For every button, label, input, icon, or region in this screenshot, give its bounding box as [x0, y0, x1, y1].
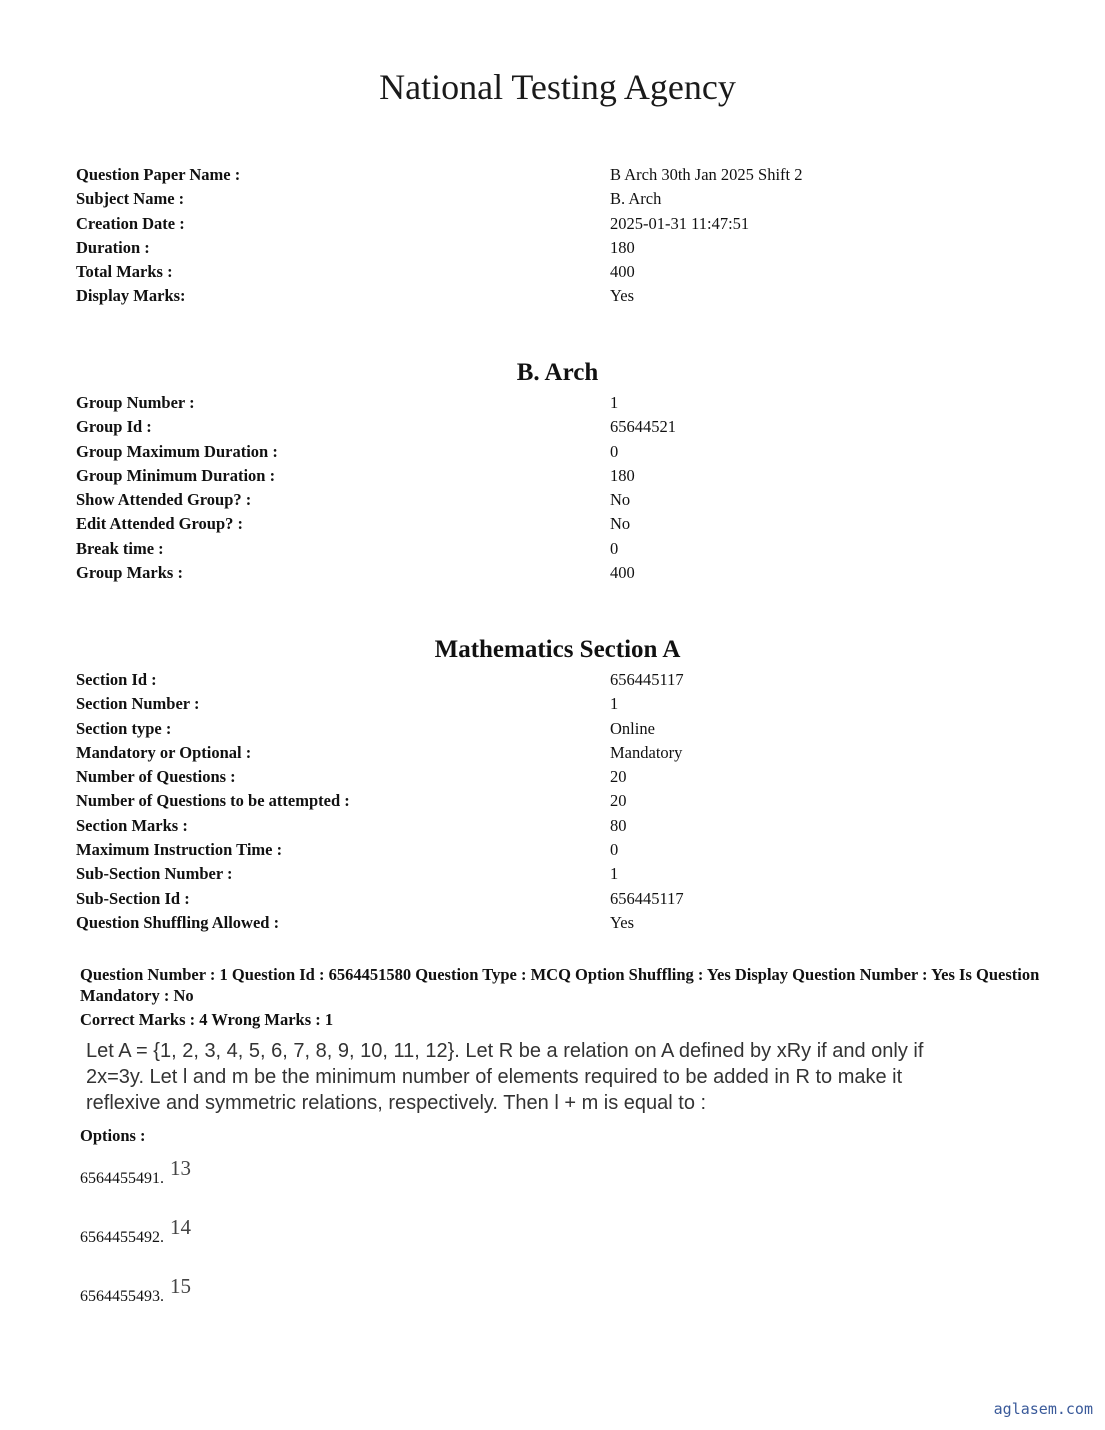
- section-value: Mandatory: [610, 742, 683, 762]
- info-row: [76, 212, 1036, 236]
- section-row: [76, 887, 1036, 911]
- section-value: Online: [610, 718, 655, 738]
- question-line: Let A = {1, 2, 3, 4, 5, 6, 7, 8, 9, 10, 11, 12}. Let R be a relation on A defined by xRy if and only if: [86, 1040, 924, 1062]
- group-value: 65644521: [610, 417, 676, 437]
- group-label: Group Number :: [76, 393, 195, 412]
- group-row: [76, 391, 1036, 415]
- question-text: [86, 1038, 1076, 1116]
- info-value: B. Arch: [610, 189, 662, 209]
- info-value: 2025-01-31 11:47:51: [610, 213, 750, 233]
- section-label: Sub-Section Number :: [76, 864, 233, 884]
- group-label: Group Minimum Duration :: [76, 465, 276, 485]
- option-item: [80, 1156, 191, 1189]
- option-id: 6564455491.: [80, 1170, 164, 1187]
- section-row: [76, 814, 1036, 838]
- group-info: [76, 391, 1036, 585]
- section-value: 1: [610, 694, 619, 714]
- section-label: Sub-Section Id :: [76, 888, 190, 908]
- info-value: Yes: [610, 286, 635, 306]
- section-value: Yes: [610, 912, 635, 932]
- info-row: [76, 260, 1036, 284]
- option-id: 6564455492.: [80, 1229, 164, 1246]
- group-value: No: [610, 514, 631, 534]
- group-label: Group Maximum Duration :: [76, 441, 278, 461]
- group-value: 0: [610, 538, 619, 558]
- section-label: Question Shuffling Allowed :: [76, 912, 280, 932]
- section-value: 656445117: [610, 670, 684, 689]
- section-label: Section Marks :: [76, 815, 188, 835]
- section-row: [76, 692, 1036, 716]
- group-heading: B. Arch: [516, 359, 599, 386]
- question-line: 2x=3y. Let l and m be the minimum number of elements required to be added in R to make it: [86, 1066, 903, 1088]
- question-line: reflexive and symmetric relations, respectively. Then l + m is equal to :: [86, 1092, 707, 1114]
- group-label: Break time :: [76, 538, 164, 558]
- group-label: Group Marks :: [76, 563, 183, 583]
- info-value: 400: [610, 262, 635, 282]
- group-label: Show Attended Group? :: [76, 490, 252, 510]
- group-row: [76, 512, 1036, 536]
- info-label: Display Marks:: [76, 286, 186, 306]
- section-value: 20: [610, 791, 627, 811]
- group-value: 400: [610, 563, 635, 583]
- info-row: [76, 284, 1036, 308]
- section-label: Maximum Instruction Time :: [76, 840, 283, 860]
- group-label: Edit Attended Group? :: [76, 514, 244, 534]
- info-label: Total Marks :: [76, 262, 173, 282]
- section-value: 0: [610, 840, 619, 860]
- info-row: [76, 187, 1036, 211]
- section-heading: Mathematics Section A: [434, 636, 681, 663]
- group-value: 1: [610, 393, 619, 412]
- group-row: [76, 561, 1036, 585]
- group-row: [76, 440, 1036, 464]
- options-label: Options :: [80, 1126, 146, 1145]
- option-value: 13: [170, 1156, 191, 1180]
- option-id: 6564455493.: [80, 1288, 164, 1305]
- section-row: [76, 862, 1036, 886]
- option-value: 15: [170, 1274, 191, 1298]
- section-row: [76, 741, 1036, 765]
- option-item: [80, 1215, 191, 1248]
- group-row: [76, 488, 1036, 512]
- group-row: [76, 464, 1036, 488]
- paper-info: [76, 163, 1036, 309]
- section-info: [76, 668, 1036, 935]
- section-row: [76, 717, 1036, 741]
- option-item: [80, 1274, 191, 1307]
- section-label: Number of Questions to be attempted :: [76, 791, 350, 811]
- section-label: Mandatory or Optional :: [76, 742, 252, 762]
- info-row: [76, 163, 1036, 187]
- group-value: 180: [610, 465, 635, 485]
- watermark: aglasem.com: [993, 1400, 1093, 1418]
- question-marks: Correct Marks : 4 Wrong Marks : 1: [80, 1010, 334, 1029]
- section-row: [76, 911, 1036, 935]
- info-label: Duration :: [76, 237, 150, 257]
- section-value: 656445117: [610, 888, 684, 908]
- group-row: [76, 415, 1036, 439]
- section-label: Section Id :: [76, 670, 157, 689]
- section-label: Section type :: [76, 718, 172, 738]
- section-row: [76, 838, 1036, 862]
- info-label: Creation Date :: [76, 213, 185, 233]
- info-label: Question Paper Name :: [76, 165, 241, 184]
- option-value: 14: [170, 1215, 191, 1239]
- info-value: 180: [610, 237, 635, 257]
- question-meta: Question Number : 1 Question Id : 6564451580 Question Type : MCQ Option Shuffling : Yes Display Question Number : Yes Is Question Mandatory : No: [80, 965, 1040, 1005]
- section-row: [76, 765, 1036, 789]
- group-label: Group Id :: [76, 417, 152, 437]
- section-value: 20: [610, 767, 627, 787]
- info-label: Subject Name :: [76, 189, 185, 209]
- section-label: Section Number :: [76, 694, 200, 714]
- page-title: National Testing Agency: [379, 67, 736, 107]
- section-label: Number of Questions :: [76, 767, 236, 787]
- group-row: [76, 537, 1036, 561]
- group-value: No: [610, 490, 631, 510]
- info-row: [76, 236, 1036, 260]
- section-row: [76, 789, 1036, 813]
- section-row: [76, 668, 1036, 692]
- section-value: 80: [610, 815, 627, 835]
- section-value: 1: [610, 864, 619, 884]
- group-value: 0: [610, 441, 619, 461]
- info-value: B Arch 30th Jan 2025 Shift 2: [610, 165, 803, 184]
